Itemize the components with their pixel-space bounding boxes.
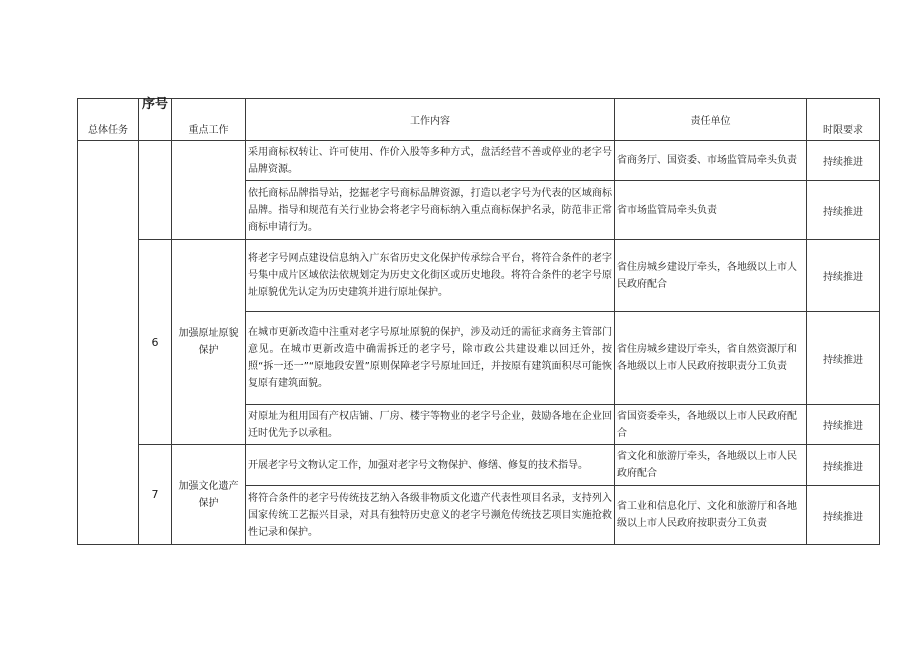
time-requirement-cell: 持续推进 (807, 486, 880, 545)
key-work-cell-empty (172, 141, 246, 240)
table-row (78, 240, 880, 312)
work-content-cell: 在城市更新改造中注重对老字号原址原貌的保护，涉及动迁的需征求商务主管部门意见。在城市更新改造中确需拆迁的老字号，除市政公共建设难以回迁外，按照“拆一还一”“原地段安置”原则保障老字号原址回迁，并按原有建筑面积尽可能恢复原有建筑面貌。 (246, 312, 615, 405)
header-row (78, 99, 880, 141)
table-row (78, 445, 880, 486)
task-table (77, 98, 880, 545)
header-seq: 序号 (139, 99, 172, 141)
responsible-unit-cell: 省国资委牵头，各地级以上市人民政府配合 (615, 405, 807, 445)
header-key-work: 重点工作 (172, 99, 246, 141)
table-row (78, 141, 880, 181)
responsible-unit-cell: 省市场监管局牵头负责 (615, 181, 807, 240)
work-content-cell: 依托商标品牌指导站，挖掘老字号商标品牌资源，打造以老字号为代表的区域商标品牌。指导和规范有关行业协会将老字号商标纳入重点商标保护名录，防范非正常商标申请行为。 (246, 181, 615, 240)
seq-number: 7 (139, 445, 172, 545)
key-work-label: 加强文化遗产保护 (172, 445, 246, 545)
key-work-label: 加强原址原貌保护 (172, 240, 246, 445)
seq-cell-empty (139, 141, 172, 240)
header-unit: 责任单位 (615, 99, 807, 141)
responsible-unit-cell: 省商务厅、国资委、市场监管局牵头负责 (615, 141, 807, 181)
header-content: 工作内容 (246, 99, 615, 141)
time-requirement-cell: 持续推进 (807, 405, 880, 445)
work-content-cell: 开展老字号文物认定工作，加强对老字号文物保护、修缮、修复的技术指导。 (246, 445, 615, 486)
overall-task-cell (78, 141, 139, 545)
work-content-cell: 对原址为租用国有产权店铺、厂房、楼宇等物业的老字号企业，鼓励各地在企业回迁时优先予以承租。 (246, 405, 615, 445)
time-requirement-cell: 持续推进 (807, 445, 880, 486)
work-content-cell: 将符合条件的老字号传统技艺纳入各级非物质文化遗产代表性项目名录，支持列入国家传统工艺振兴目录，对具有独特历史意义的老字号濒危传统技艺项目实施抢救性记录和保护。 (246, 486, 615, 545)
responsible-unit-cell: 省文化和旅游厅牵头，各地级以上市人民政府配合 (615, 445, 807, 486)
time-requirement-cell: 持续推进 (807, 141, 880, 181)
work-content-cell: 将老字号网点建设信息纳入广东省历史文化保护传承综合平台，将符合条件的老字号集中成片区域依法依规划定为历史文化街区或历史地段。将符合条件的老字号原址原貌优先认定为历史建筑并进行原址保护。 (246, 240, 615, 312)
time-requirement-cell: 持续推进 (807, 312, 880, 405)
header-task: 总体任务 (78, 99, 139, 141)
responsible-unit-cell: 省住房城乡建设厅牵头，各地级以上市人民政府配合 (615, 240, 807, 312)
header-time: 时限要求 (807, 99, 880, 141)
work-content-cell: 采用商标权转让、许可使用、作价入股等多种方式，盘活经营不善或停业的老字号品牌资源。 (246, 141, 615, 181)
time-requirement-cell: 持续推进 (807, 181, 880, 240)
seq-number: 6 (139, 240, 172, 445)
responsible-unit-cell: 省住房城乡建设厅牵头，省自然资源厅和各地级以上市人民政府按职责分工负责 (615, 312, 807, 405)
responsible-unit-cell: 省工业和信息化厅、文化和旅游厅和各地级以上市人民政府按职责分工负责 (615, 486, 807, 545)
time-requirement-cell: 持续推进 (807, 240, 880, 312)
